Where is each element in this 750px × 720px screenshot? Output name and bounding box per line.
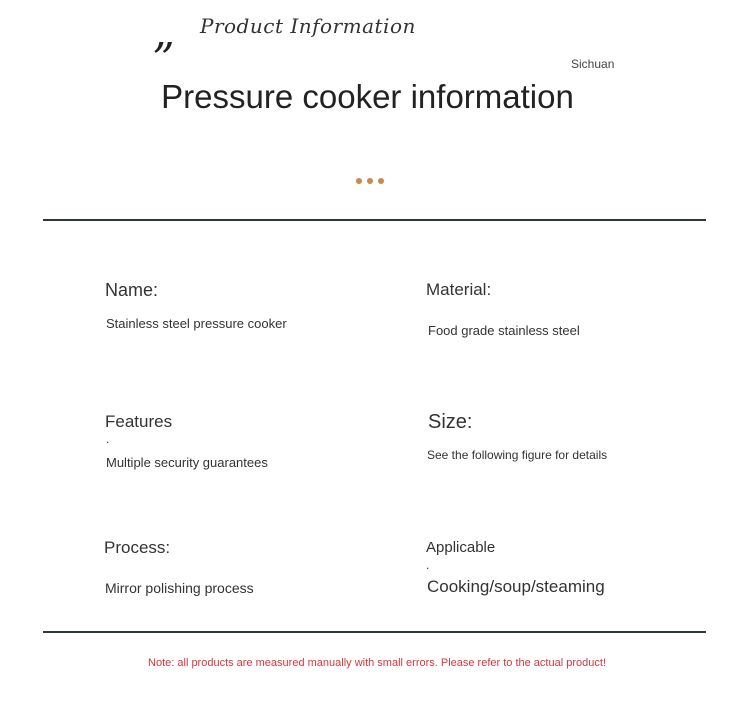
dot-icon	[378, 178, 384, 184]
decorative-dots	[356, 178, 384, 184]
page-title: Pressure cooker information	[161, 78, 574, 115]
applicable-label: Applicable	[426, 539, 496, 556]
side-note: Sichuan	[571, 57, 615, 71]
name-value: Stainless steel pressure cooker	[106, 316, 287, 331]
material-label: Material:	[426, 280, 492, 299]
applicable-dot: .	[426, 558, 430, 572]
script-title: Product Information	[200, 14, 416, 38]
name-label: Name:	[105, 280, 159, 300]
top-divider	[43, 219, 706, 221]
dot-icon	[356, 178, 362, 184]
process-value: Mirror polishing process	[105, 580, 254, 596]
features-value: Multiple security guarantees	[106, 455, 268, 470]
process-label: Process:	[104, 538, 171, 557]
features-label: Features	[105, 412, 173, 431]
dot-icon	[367, 178, 373, 184]
features-dot: .	[106, 432, 110, 446]
size-label: Size:	[428, 411, 473, 433]
bottom-divider	[43, 631, 706, 633]
applicable-value: Cooking/soup/steaming	[427, 577, 605, 596]
disclaimer-note: Note: all products are measured manually with small errors. Please refer to the actual product!	[148, 657, 606, 669]
material-value: Food grade stainless steel	[428, 323, 580, 338]
size-value: See the following figure for details	[427, 448, 608, 462]
quote-mark: ”	[152, 34, 175, 85]
